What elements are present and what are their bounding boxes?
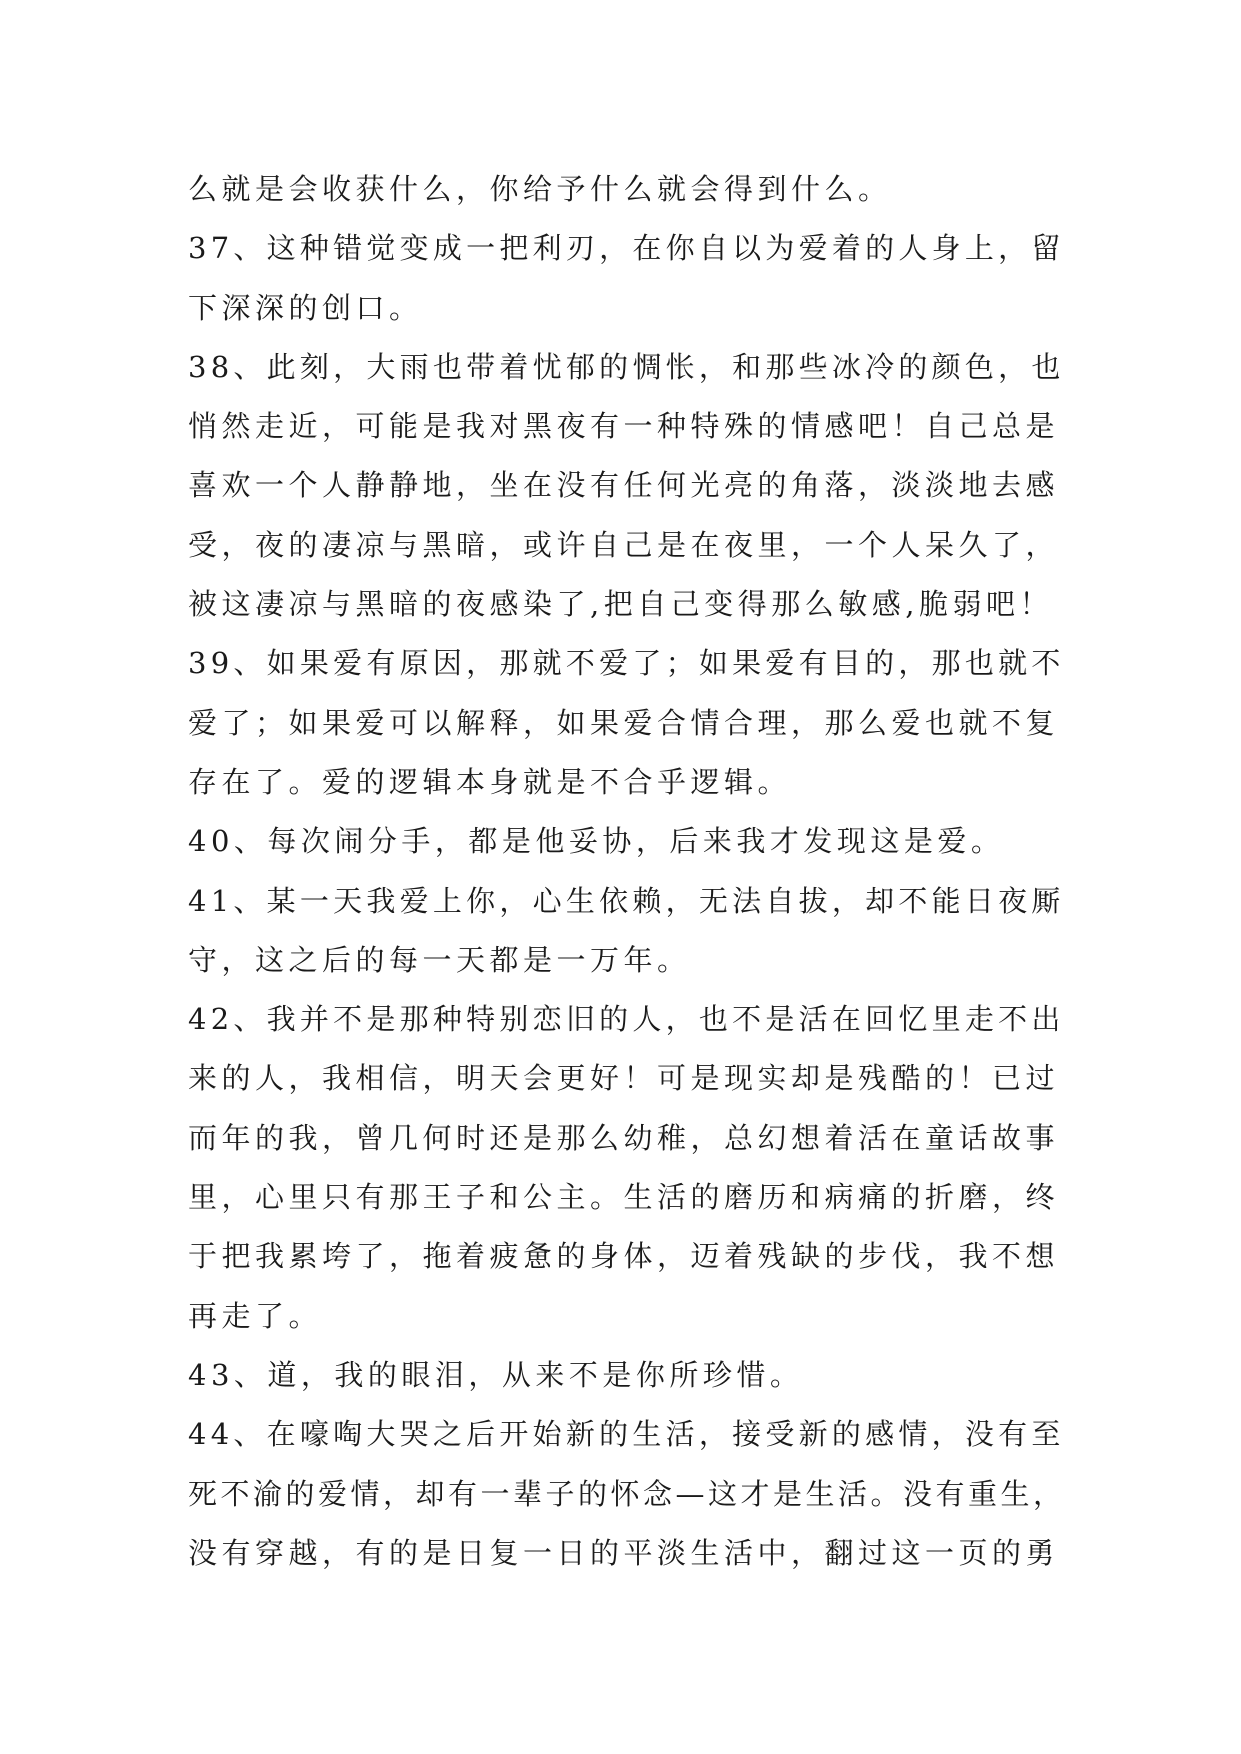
text-line: 守，这之后的每一天都是一万年。 — [188, 942, 691, 977]
text-line: 38、此刻，大雨也带着忧郁的惆怅，和那些冰冷的颜色，也 — [188, 349, 1065, 384]
text-line: 下深深的创口。 — [188, 290, 423, 325]
body-text — [188, 160, 1068, 1583]
text-line: 39、如果爱有原因，那就不爱了；如果爱有目的，那也就不 — [188, 646, 1065, 681]
text-line: 44、在嚎啕大哭之后开始新的生活，接受新的感情，没有至 — [188, 1417, 1065, 1452]
text-line: 于把我累垮了，拖着疲惫的身体，迈着残缺的步伐，我不想 — [188, 1239, 1060, 1274]
text-line: 存在了。爱的逻辑本身就是不合乎逻辑。 — [188, 764, 792, 799]
text-line: 爱了；如果爱可以解释，如果爱合情合理，那么爱也就不复 — [188, 705, 1060, 740]
text-line: 43、道，我的眼泪，从来不是你所珍惜。 — [188, 1357, 804, 1392]
text-line: 42、我并不是那种特别恋旧的人，也不是活在回忆里走不出 — [188, 1002, 1065, 1037]
text-line: 再走了。 — [188, 1298, 323, 1333]
text-line: 受，夜的凄凉与黑暗，或许自己是在夜里，一个人呆久了， — [188, 527, 1060, 562]
text-line: 没有穿越，有的是日复一日的平淡生活中，翻过这一页的勇 — [188, 1535, 1060, 1570]
text-line: 40、每次闹分手，都是他妥协，后来我才发现这是爱。 — [188, 824, 1005, 859]
text-line: 37、这种错觉变成一把利刃，在你自以为爱着的人身上，留 — [188, 231, 1065, 266]
text-line: 而年的我，曾几何时还是那么幼稚，总幻想着活在童话故事 — [188, 1120, 1060, 1155]
text-line: 死不渝的爱情，却有一辈子的怀念—这才是生活。没有重生， — [188, 1476, 1066, 1511]
text-line: 里，心里只有那王子和公主。生活的磨历和病痛的折磨，终 — [188, 1180, 1060, 1215]
text-line: 悄然走近，可能是我对黑夜有一种特殊的情感吧！自己总是 — [188, 409, 1060, 444]
text-line: 41、某一天我爱上你，心生依赖，无法自拔，却不能日夜厮 — [188, 883, 1065, 918]
text-line: 被这凄凉与黑暗的夜感染了,把自己变得那么敏感,脆弱吧！ — [188, 587, 1053, 622]
text-line: 来的人，我相信，明天会更好！可是现实却是残酷的！已过 — [188, 1061, 1060, 1096]
text-line: 么就是会收获什么，你给予什么就会得到什么。 — [188, 172, 892, 206]
text-line: 喜欢一个人静静地，坐在没有任何光亮的角落，淡淡地去感 — [188, 468, 1060, 503]
